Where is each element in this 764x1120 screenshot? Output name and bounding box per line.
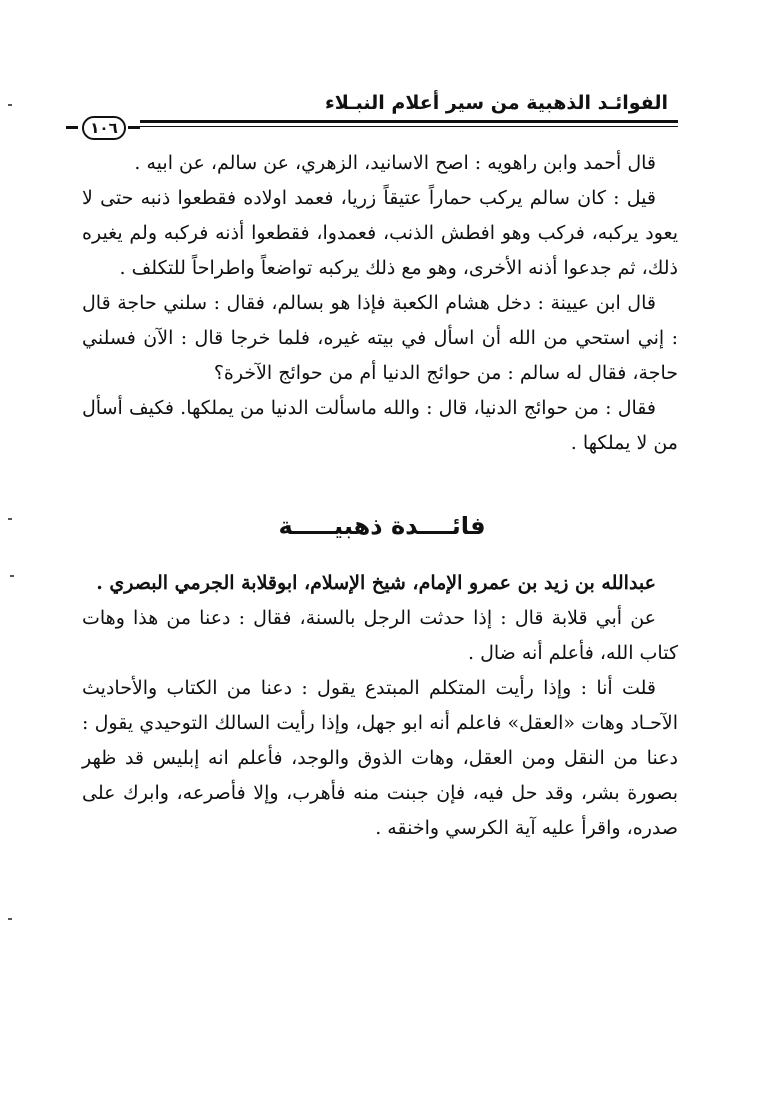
paragraph: قيل : كان سالم يركب حماراً عتيقاً زريا، فعمد اولاده فقطعوا ذنبه حتى لا يعود يركبه، فركب وهو افطش الذنب، فعمدوا، فقطعوا أذنه فركبه ولم يغيره ذلك، ثم جدعوا أذنه الأخرى، وهو مع ذلك يركبه تواضعاً واطراحاً للتكلف . (82, 187, 678, 279)
running-title: الفوائـد الذهبية من سير أعلام النبـلاء (324, 92, 668, 114)
section-heading: فائــــدة ذهبيـــــة (278, 512, 486, 540)
page-number-dash (66, 126, 78, 129)
page-number-dash (128, 126, 140, 129)
paragraph: قلت أنا : وإذا رأيت المتكلم المبتدع يقول : دعنا من الكتاب والأحاديث الآحـاد وهات «العقل» فاعلم أنه ابو جهل، وإذا رأيت السالك التوحيدي يقول : دعنا من النقل ومن العقل، وهات الذوق والوجد، فأعلم انه إبليس قد ظهر بصورة بشر، وقد حل فيه، فإن جبنت منه فأهرب، وإلا فأصرعه، وابرك على صدره، واقرأ عليه آية الكرسي واخنقه . (82, 677, 678, 839)
section-one-text (82, 146, 678, 461)
scan-speck (10, 575, 14, 577)
scan-speck (8, 104, 12, 106)
paragraph: فقال : من حوائج الدنيا، قال : والله ماسألت الدنيا من يملكها. فكيف أسأل من لا يملكها . (82, 397, 678, 454)
scan-speck (8, 918, 12, 920)
page-number: ١٠٦ (82, 116, 126, 140)
header-rule-thick (140, 120, 678, 123)
header-rule-thin (140, 126, 678, 127)
paragraph: قال أحمد وابن راهويه : اصح الاسانيد، الزهري، عن سالم، عن ابيه . (134, 152, 656, 174)
paragraph: قال ابن عيينة : دخل هشام الكعبة فإذا هو بسالم، فقال : سلني حاجة قال : إني استحي من الله أن اسأل في بيته غيره، فلما خرجا قال : الآن فسلني حاجة، فقال له سالم : من حوائج الدنيا أم من حوائج الآخرة؟ (82, 292, 678, 384)
paragraph: عن أبي قلابة قال : إذا حدثت الرجل بالسنة، فقال : دعنا من هذا وهات كتاب الله، فأعلم أنه ضال . (82, 607, 678, 664)
scan-speck (8, 518, 12, 520)
biography-lead: عبدالله بن زيد بن عمرو الإمام، شيخ الإسلام، ابوقلابة الجرمي البصري . (96, 572, 656, 594)
running-header (80, 88, 678, 140)
section-two-text (82, 566, 678, 846)
